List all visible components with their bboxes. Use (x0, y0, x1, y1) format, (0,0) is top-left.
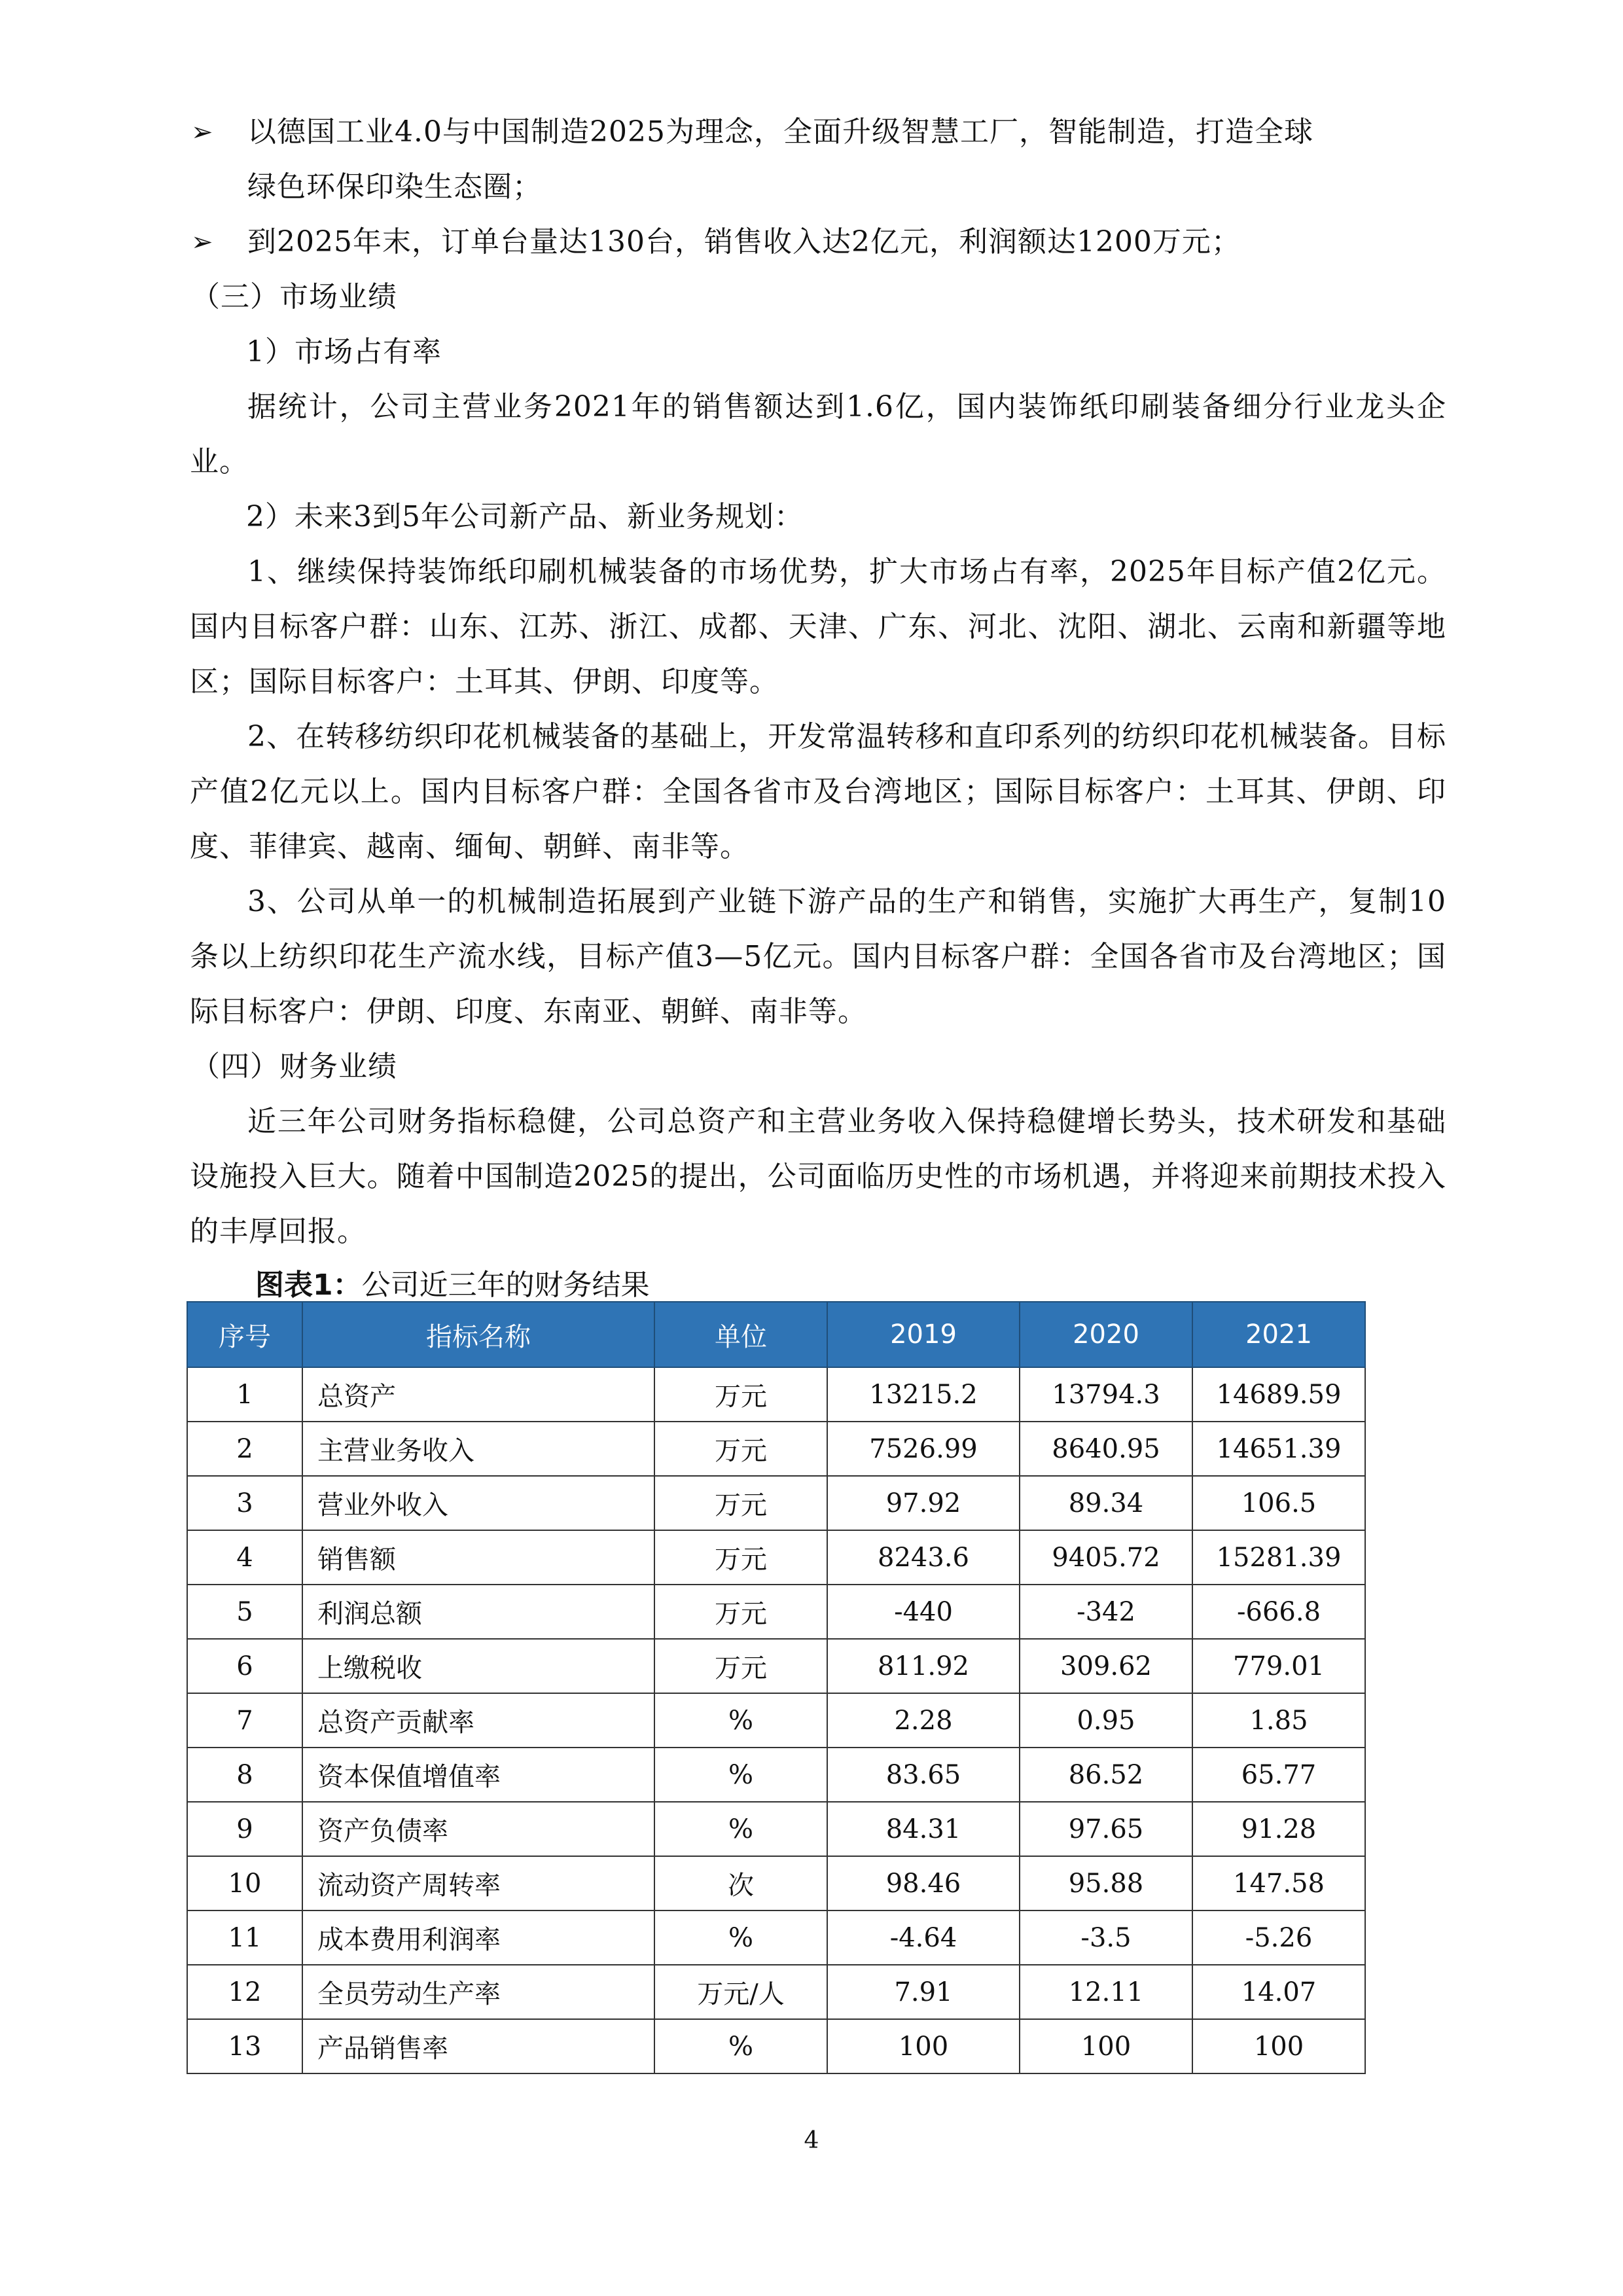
table-cell: 资本保值增值率 (302, 1748, 654, 1802)
table-row (187, 1693, 1365, 1748)
table-cell: 84.31 (827, 1802, 1020, 1856)
table-cell: 15281.39 (1192, 1530, 1365, 1585)
caption-text: 公司近三年的财务结果 (361, 1268, 650, 1302)
table-cell: % (654, 1802, 827, 1856)
table-cell: 营业外收入 (302, 1476, 654, 1530)
column-header: 2021 (1192, 1302, 1365, 1367)
section-heading: （三）市场业绩 (191, 280, 397, 314)
table-cell: 总资产 (302, 1367, 654, 1422)
table-cell: 3 (187, 1476, 302, 1530)
bullet-line: 绿色环保印染生态圈； (247, 170, 542, 204)
table-cell: 0.95 (1020, 1693, 1192, 1748)
table-cell: 14689.59 (1192, 1367, 1365, 1422)
table-cell: -342 (1020, 1585, 1192, 1639)
table-cell: 总资产贡献率 (302, 1693, 654, 1748)
paragraph: 2、在转移纺织印花机械装备的基础上，开发常温转移和直印系列的纺织印花机械装备。目标产值2亿元以上。国内目标客户群：全国各省市及台湾地区；国际目标客户：土耳其、伊朗、印度、菲律宾、越南、缅甸、朝鲜、南非等。 (190, 720, 1446, 863)
table-cell: 7526.99 (827, 1422, 1020, 1476)
table-cell: 万元 (654, 1422, 827, 1476)
table-cell: 147.58 (1192, 1856, 1365, 1910)
table-cell: 成本费用利润率 (302, 1910, 654, 1965)
table-cell: -4.64 (827, 1910, 1020, 1965)
paragraph: 3、公司从单一的机械制造拓展到产业链下游产品的生产和销售，实施扩大再生产，复制10条以上纺织印花生产流水线，目标产值3—5亿元。国内目标客户群：全国各省市及台湾地区；国际目标客户：伊朗、印度、东南亚、朝鲜、南非等。 (190, 885, 1446, 1028)
column-header: 指标名称 (302, 1302, 654, 1367)
table-cell: 6 (187, 1639, 302, 1693)
table-cell: 万元/人 (654, 1965, 827, 2019)
table-cell: 100 (1020, 2019, 1192, 2073)
column-header: 2020 (1020, 1302, 1192, 1367)
table-cell: 次 (654, 1856, 827, 1910)
table-cell: 95.88 (1020, 1856, 1192, 1910)
table-cell: 2 (187, 1422, 302, 1476)
table-cell: 14.07 (1192, 1965, 1365, 2019)
table-row (187, 1422, 1365, 1476)
table-cell: 8243.6 (827, 1530, 1020, 1585)
arrow-bullet-icon: ➢ (191, 117, 213, 147)
table-cell: 13215.2 (827, 1367, 1020, 1422)
column-header: 序号 (187, 1302, 302, 1367)
table-cell: % (654, 1910, 827, 1965)
table-cell: 12.11 (1020, 1965, 1192, 2019)
table-header-row (187, 1302, 1365, 1367)
table-cell: 资产负债率 (302, 1802, 654, 1856)
bullet-line: 到2025年末，订单台量达130台，销售收入达2亿元，利润额达1200万元； (247, 225, 1241, 259)
table-cell: 97.65 (1020, 1802, 1192, 1856)
table-cell: 7 (187, 1693, 302, 1748)
caption-label: 图表1： (255, 1268, 362, 1302)
table-cell: 流动资产周转率 (302, 1856, 654, 1910)
table-cell: % (654, 2019, 827, 2073)
paragraph: 据统计，公司主营业务2021年的销售额达到1.6亿，国内装饰纸印刷装备细分行业龙头企业。 (190, 390, 1446, 478)
table-cell: 309.62 (1020, 1639, 1192, 1693)
table-cell: 12 (187, 1965, 302, 2019)
table-cell: 主营业务收入 (302, 1422, 654, 1476)
table-body (187, 1367, 1365, 2073)
table-cell: 5 (187, 1585, 302, 1639)
table-cell: 产品销售率 (302, 2019, 654, 2073)
table-cell: 8 (187, 1748, 302, 1802)
table-cell: 万元 (654, 1530, 827, 1585)
table-cell: 万元 (654, 1639, 827, 1693)
table-cell: 83.65 (827, 1748, 1020, 1802)
table-cell: -440 (827, 1585, 1020, 1639)
table-row (187, 2019, 1365, 2073)
table-cell: 98.46 (827, 1856, 1020, 1910)
column-header: 2019 (827, 1302, 1020, 1367)
table-cell: 利润总额 (302, 1585, 654, 1639)
table-cell: 上缴税收 (302, 1639, 654, 1693)
arrow-bullet-icon: ➢ (191, 227, 213, 257)
table-cell: 779.01 (1192, 1639, 1365, 1693)
table-cell: 100 (1192, 2019, 1365, 2073)
table-cell: 9405.72 (1020, 1530, 1192, 1585)
table-cell: 万元 (654, 1476, 827, 1530)
table-row (187, 1585, 1365, 1639)
table-row (187, 1910, 1365, 1965)
subheading: 2）未来3到5年公司新产品、新业务规划： (246, 500, 804, 533)
table-cell: 97.92 (827, 1476, 1020, 1530)
table-cell: 7.91 (827, 1965, 1020, 2019)
bullet-line: 以德国工业4.0与中国制造2025为理念，全面升级智慧工厂，智能制造，打造全球 (247, 115, 1313, 149)
table-cell: 9 (187, 1802, 302, 1856)
table-cell: 100 (827, 2019, 1020, 2073)
table-row (187, 1639, 1365, 1693)
table-cell: 86.52 (1020, 1748, 1192, 1802)
subheading: 1）市场占有率 (246, 335, 442, 368)
table-cell: 13 (187, 2019, 302, 2073)
body-text (190, 105, 1446, 1309)
table-cell: 8640.95 (1020, 1422, 1192, 1476)
table-cell: 13794.3 (1020, 1367, 1192, 1422)
table-cell: 106.5 (1192, 1476, 1365, 1530)
paragraph: 近三年公司财务指标稳健，公司总资产和主营业务收入保持稳健增长势头，技术研发和基础设施投入巨大。随着中国制造2025的提出，公司面临历史性的市场机遇，并将迎来前期技术投入的丰厚回报。 (190, 1105, 1446, 1248)
table-row (187, 1476, 1365, 1530)
section-heading: （四）财务业绩 (191, 1050, 397, 1083)
table-cell: 万元 (654, 1367, 827, 1422)
table-cell: 全员劳动生产率 (302, 1965, 654, 2019)
table-cell: 2.28 (827, 1693, 1020, 1748)
table-cell: % (654, 1693, 827, 1748)
table-cell: 91.28 (1192, 1802, 1365, 1856)
table-cell: -5.26 (1192, 1910, 1365, 1965)
bullet-item (190, 215, 1446, 270)
table-cell: -666.8 (1192, 1585, 1365, 1639)
page-number: 4 (804, 2127, 819, 2154)
table-cell: 销售额 (302, 1530, 654, 1585)
table-row (187, 1802, 1365, 1856)
financial-table (187, 1301, 1366, 2074)
bullet-item (190, 105, 1446, 215)
table-cell: 65.77 (1192, 1748, 1365, 1802)
table-row (187, 1965, 1365, 2019)
table-cell: 811.92 (827, 1639, 1020, 1693)
table-cell: 14651.39 (1192, 1422, 1365, 1476)
table-cell: 万元 (654, 1585, 827, 1639)
table-cell: 11 (187, 1910, 302, 1965)
table-row (187, 1856, 1365, 1910)
table-row (187, 1530, 1365, 1585)
table-cell: 1.85 (1192, 1693, 1365, 1748)
table-cell: 89.34 (1020, 1476, 1192, 1530)
column-header: 单位 (654, 1302, 827, 1367)
table-cell: 10 (187, 1856, 302, 1910)
paragraph: 1、继续保持装饰纸印刷机械装备的市场优势，扩大市场占有率，2025年目标产值2亿元。国内目标客户群：山东、江苏、浙江、成都、天津、广东、河北、沈阳、湖北、云南和新疆等地区；国际目标客户：土耳其、伊朗、印度等。 (190, 555, 1446, 698)
table-cell: % (654, 1748, 827, 1802)
table-row (187, 1367, 1365, 1422)
table-cell: 1 (187, 1367, 302, 1422)
table-row (187, 1748, 1365, 1802)
table-cell: -3.5 (1020, 1910, 1192, 1965)
table-cell: 4 (187, 1530, 302, 1585)
